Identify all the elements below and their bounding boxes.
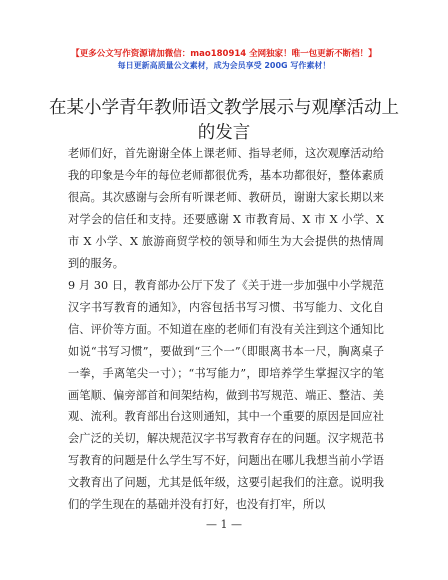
promo-banner-line-1: 【更多公文写作资源请加微信：mao180914 全网独家！唯一包更新不断档！】 — [71, 49, 377, 59]
document-title: 在某小学青年教师语文教学展示与观摩活动上的发言 — [49, 98, 399, 143]
promo-banner-line-2: 每日更新高质量公文素材，成为会员享受 200G 写作素材！ — [117, 61, 331, 70]
paragraph-2: 9 月 30 日，教育部办公厅下发了《关于进一步加强中小学规范汉字书写教育的通知》，内容包括书写习惯、书写能力、文化自信、评价等方面。不知道在座的老师们有没有关注到这个通知比如说“书写习惯”，要做到“三个一”（即眼离书本一尺，胸离桌子一拳，手离笔尖一寸）；“书写能力”，即培养学生掌握汉字的笔画笔顺、偏旁部首和间架结构，做到书写规范、端正、整洁、美观、流利。教育部出台这则通知，其中一个重要的原因是回应社会广泛的关切，解决规范汉字书写教育存在的问题。汉字规范书写教育的问题是什么学生写不好，问题出在哪儿我想当前小学语文教育出了问题，尤其是低年级，这要引起我们的注意。说明我们的学生现在的基础并没有打好，也没有打牢，所以 — [68, 279, 384, 512]
page-number: — 1 — — [206, 518, 242, 531]
paragraph-1: 老师们好，首先谢谢全体上课老师、指导老师，这次观摩活动给我的印象是今年的每位老师都很优秀，基本功都很好，整体素质很高。其次感谢与会所有听课老师、教研员，谢谢大家长期以来对学会的信任和支持。还要感谢 X 市教育局、X 市 X 小学、X 市 X 小学、X 旅游商贸学校的领导和师生为大会提供的热情周到的服务。 — [68, 147, 384, 270]
